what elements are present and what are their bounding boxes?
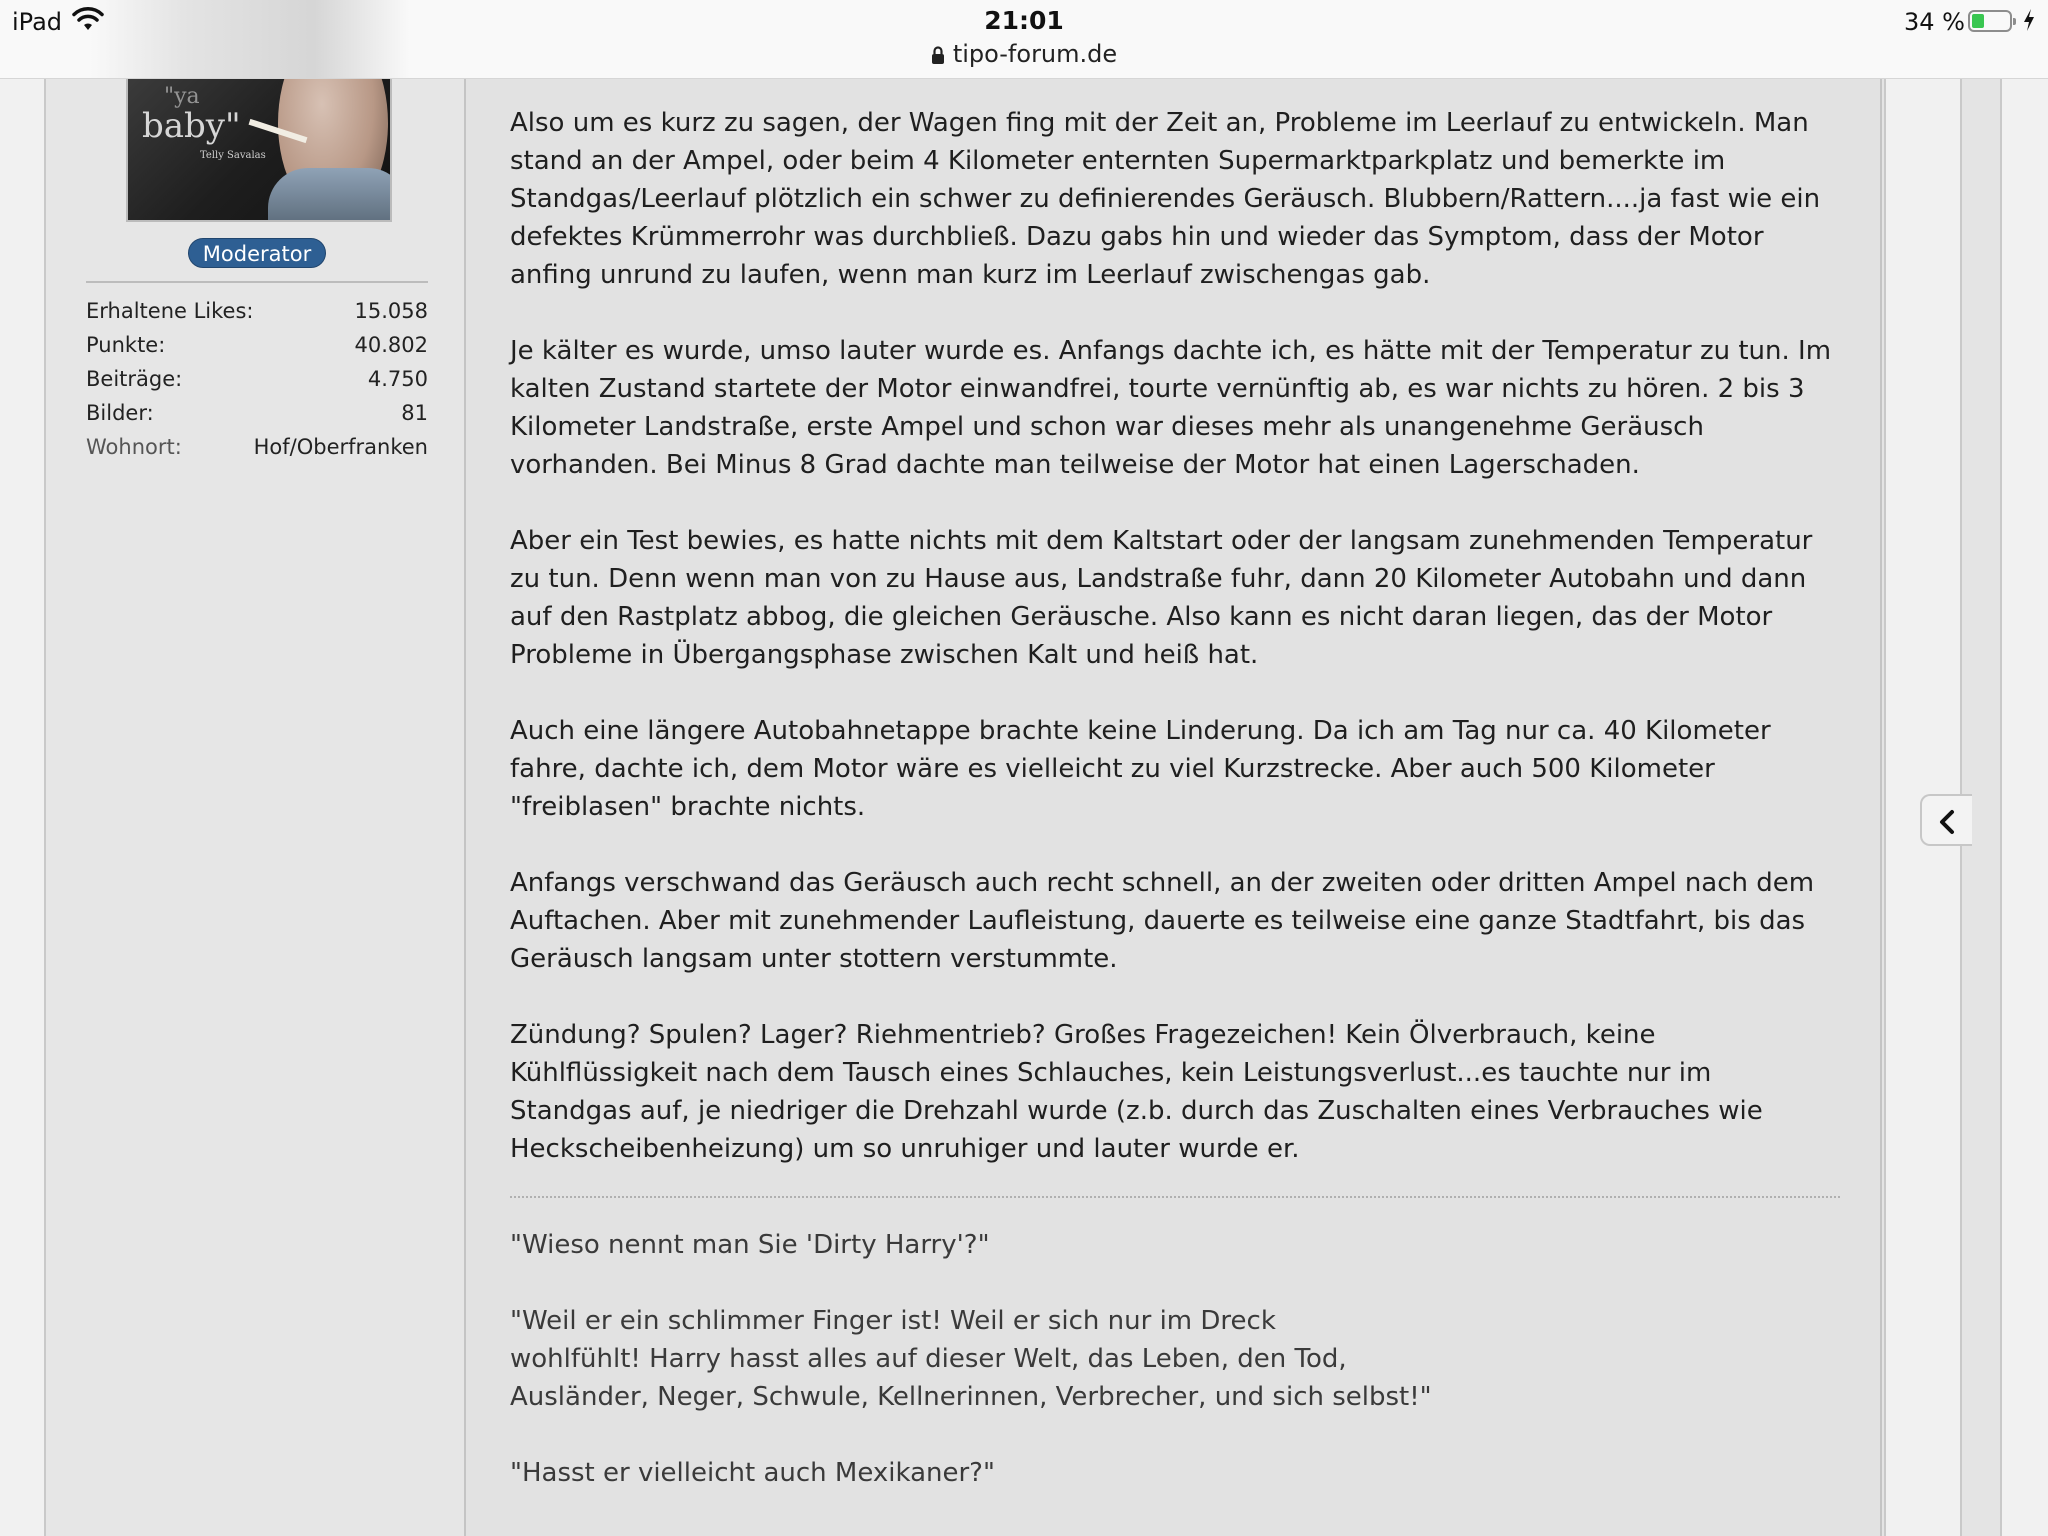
avatar-credit: Telly Savalas	[200, 150, 266, 161]
signature-divider	[510, 1196, 1840, 1198]
signature-paragraph: "Wieso nennt man Sie 'Dirty Harry'?"	[510, 1230, 990, 1260]
post-paragraph: Anfangs verschwand das Geräusch auch recht schnell, an der zweiten oder dritten Ampel nach dem Auftachen. Aber mit zunehmender Laufleistung, dauerte es teilweise eine ganze Stadtfahrt, bis das Geräusch langsam unter stottern verstummte.	[510, 868, 1815, 974]
stat-value: 4.750	[367, 367, 428, 391]
signature-paragraph: "Weil er ein schlimmer Finger ist! Weil er sich nur im Dreck wohlfühlt! Harry hasst alles auf dieser Welt, das Leben, den Tod, Ausländer, Neger, Schwule, Kellnerinnen, Verbrecher, und sich selbst!"	[510, 1306, 1432, 1412]
battery-nub	[2013, 18, 2016, 25]
post-body	[510, 104, 1840, 1206]
stat-value: Hof/Oberfranken	[253, 435, 428, 459]
stat-label: Wohnort:	[86, 435, 182, 459]
address-bar[interactable]	[0, 40, 2048, 68]
avatar-suit	[268, 168, 392, 222]
stat-label: Beiträge:	[86, 367, 183, 391]
chevron-left-icon	[1938, 809, 1956, 835]
device-label: iPad	[12, 8, 63, 36]
battery-level	[1972, 14, 1984, 28]
stat-value: 15.058	[354, 299, 428, 323]
url-text: tipo-forum.de	[952, 40, 1118, 68]
sidebar-toggle-button[interactable]	[1920, 794, 1972, 846]
ios-status-bar	[0, 0, 2048, 79]
post-paragraph: Aber ein Test bewies, es hatte nichts mit dem Kaltstart oder der langsam zunehmenden Temperatur zu tun. Denn wenn man von zu Hause aus, Landstraße fuhr, dann 20 Kilometer Autobahn und dann auf den Rastplatz abbog, die gleichen Geräusche. Also kann es nicht daran liegen, das der Motor Probleme in Übergangsphase zwischen Kalt und heiß hat.	[510, 526, 1813, 670]
stat-posts[interactable]	[86, 362, 428, 396]
user-stats	[86, 294, 428, 464]
signature-paragraph: "Hasst er vielleicht auch Mexikaner?"	[510, 1458, 995, 1488]
stat-points[interactable]	[86, 328, 428, 362]
clock: 21:01	[984, 6, 1064, 35]
stat-images[interactable]	[86, 396, 428, 430]
stat-value: 81	[401, 401, 428, 425]
post-paragraph: Also um es kurz zu sagen, der Wagen fing mit der Zeit an, Probleme im Leerlauf zu entwickeln. Man stand an der Ampel, oder beim 4 Kilometer enternten Supermarktparkplatz und bemerkte im Standgas/Leerlauf plötzlich ein schwer zu definierendes Geräusch. Blubbern/Rattern....ja fast wie ein defektes Krümmerrohr was durchbließ. Dazu gabs hin und wieder das Symptom, dass der Motor anfing unrund zu laufen, wenn man kurz im Leerlauf zwischengas gab.	[510, 108, 1821, 290]
stat-location	[86, 430, 428, 464]
lock-icon	[931, 46, 945, 64]
stat-value: 40.802	[354, 333, 428, 357]
stat-label: Erhaltene Likes:	[86, 299, 254, 323]
avatar-caption-line1: "ya	[164, 84, 200, 109]
stat-likes[interactable]	[86, 294, 428, 328]
post-paragraph: Je kälter es wurde, umso lauter wurde es. Anfangs dachte ich, es hätte mit der Temperatur zu tun. Im kalten Zustand startete der Motor einwandfrei, tourte vernünftig ab, es war nichts zu hören. 2 bis 3 Kilometer Landstraße, erste Ampel und schon war dieses mehr als unangenehme Geräusch vorhanden. Bei Minus 8 Grad dachte man teilweise der Motor hat einen Lagerschaden.	[510, 336, 1832, 480]
signature	[510, 1226, 1840, 1530]
avatar[interactable]	[126, 78, 392, 222]
stat-label: Bilder:	[86, 401, 154, 425]
sidebar-divider	[86, 281, 428, 283]
battery-icon	[1968, 10, 2012, 32]
bolt-icon	[2022, 8, 2036, 32]
avatar-caption	[142, 84, 241, 146]
stat-label: Punkte:	[86, 333, 166, 357]
role-badge[interactable]: Moderator	[188, 238, 326, 268]
battery-percentage: 34 %	[1904, 8, 1965, 36]
post-paragraph: Auch eine längere Autobahnetappe brachte keine Linderung. Da ich am Tag nur ca. 40 Kilometer fahre, dachte ich, dem Motor wäre es vielleicht zu viel Kurzstrecke. Aber auch 500 Kilometer "freiblasen" brachte nichts.	[510, 716, 1771, 822]
post-paragraph: Zündung? Spulen? Lager? Riehmentrieb? Großes Fragezeichen! Kein Ölverbrauch, keine Kühlflüssigkeit nach dem Tausch eines Schlauches, kein Leistungsverlust...es tauchte nur im Standgas auf, je niedriger die Drehzahl wurde (z.b. durch das Zuschalten eines Verbrauches wie Heckscheibenheizung) um so unruhiger und lauter wurde er.	[510, 1020, 1763, 1164]
avatar-caption-line2: baby"	[142, 106, 241, 146]
